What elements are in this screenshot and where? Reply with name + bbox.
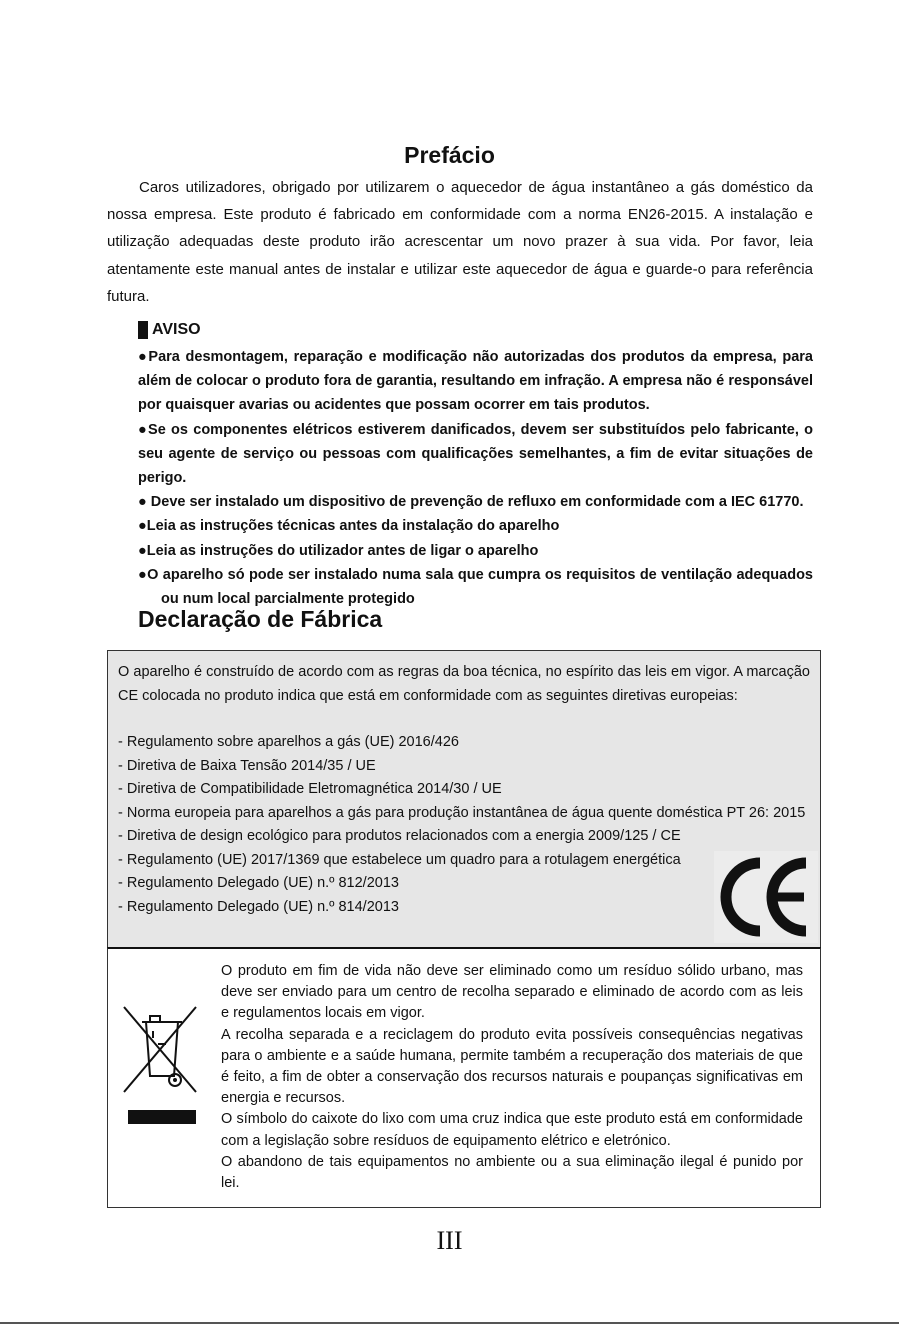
warning-item: ●Leia as instruções técnicas antes da instalação do aparelho xyxy=(138,518,560,535)
warning-list xyxy=(138,345,813,611)
directive-item: - Diretiva de Baixa Tensão 2014/35 / UE xyxy=(118,757,376,774)
warning-item: ●Leia as instruções do utilizador antes de ligar o aparelho xyxy=(138,542,539,559)
declaration-box xyxy=(107,650,821,948)
page-number: III xyxy=(436,1226,463,1255)
preface-body: Caros utilizadores, obrigado por utilizarem o aquecedor de água instantâneo a gás doméstico da nossa empresa. Este produto é fabricado em conformidade com a norma EN26-2015. A instalação e utilização adequadas deste produto irão acrescentar um novo prazer à sua vida. Por favor, leia atentamente este manual antes de instalar e utilizar este aquecedor de água e guarde-o para referência futura. xyxy=(107,179,813,305)
ce-mark-icon xyxy=(714,851,818,943)
directive-item: - Norma europeia para aparelhos a gás para produção instantânea de água quente doméstica PT 26: 2015 xyxy=(118,804,806,821)
directive-list xyxy=(118,731,810,919)
disposal-paragraph: O símbolo do caixote do lixo com uma cruz indica que este produto está em conformidade com a legislação sobre resíduos de equipamento elétrico e eletrónico. xyxy=(221,1111,803,1149)
declaration-title: Declaração de Fábrica xyxy=(138,606,383,632)
directive-item: - Diretiva de design ecológico para produtos relacionados com a energia 2009/125 / CE xyxy=(118,828,681,844)
warning-bar-icon xyxy=(138,321,148,339)
warning-item: ● Deve ser instalado um dispositivo de prevenção de refluxo em conformidade com a IEC 61770. xyxy=(138,494,804,511)
warning-heading xyxy=(138,321,201,339)
disposal-paragraph: A recolha separada e a reciclagem do produto evita possíveis consequências negativas para o ambiente e a saúde humana, permite também a recuperação dos materiais de que é feito, a fim de obter a conservação dos recursos naturais e poupanças significativas em energia e recursos. xyxy=(221,1026,803,1107)
directive-item: - Regulamento sobre aparelhos a gás (UE) 2016/426 xyxy=(118,734,459,750)
disposal-paragraph: O produto em fim de vida não deve ser eliminado como um resíduo sólido urbano, mas deve ser enviado para um centro de recolha separado e eliminado de acordo com as leis e regulamentos locais em vigor. xyxy=(221,963,803,1022)
directive-item: - Regulamento (UE) 2017/1369 que estabelece um quadro para a rotulagem energética xyxy=(118,851,681,868)
preface-paragraph xyxy=(107,174,813,310)
warning-item: ●Para desmontagem, reparação e modificação não autorizadas dos produtos da empresa, para além de colocar o produto fora de garantia, resultando em infração. A empresa não é responsável por quaisquer avarias ou acidentes que possam ocorrer em tais produtos. xyxy=(138,349,813,414)
crossed-wheelie-bin-icon xyxy=(120,1004,200,1134)
warning-item: ●O aparelho só pode ser instalado numa sala que cumpra os requisitos de ventilação adequados ou num local parcialmente protegido xyxy=(138,566,813,608)
declaration-intro: O aparelho é construído de acordo com as regras da boa técnica, no espírito das leis em vigor. A marcação CE colocada no produto indica que está em conformidade com as seguintes diretivas europeias: xyxy=(118,664,810,704)
disposal-box xyxy=(107,947,821,1208)
directive-item: - Diretiva de Compatibilidade Eletromagnética 2014/30 / UE xyxy=(118,781,502,797)
warning-item: ●Se os componentes elétricos estiverem danificados, devem ser substituídos pelo fabricante, o seu agente de serviço ou pessoas com qualificações semelhantes, a fim de evitar situações de perigo. xyxy=(138,421,813,487)
disposal-text xyxy=(221,961,803,1194)
page-title: Prefácio xyxy=(404,142,495,168)
directive-item: - Regulamento Delegado (UE) n.º 812/2013 xyxy=(118,875,399,891)
disposal-paragraph: O abandono de tais equipamentos no ambiente ou a sua eliminação ilegal é punido por lei. xyxy=(221,1153,803,1192)
directive-item: - Regulamento Delegado (UE) n.º 814/2013 xyxy=(118,898,399,915)
warning-heading-label: AVISO xyxy=(152,321,201,338)
